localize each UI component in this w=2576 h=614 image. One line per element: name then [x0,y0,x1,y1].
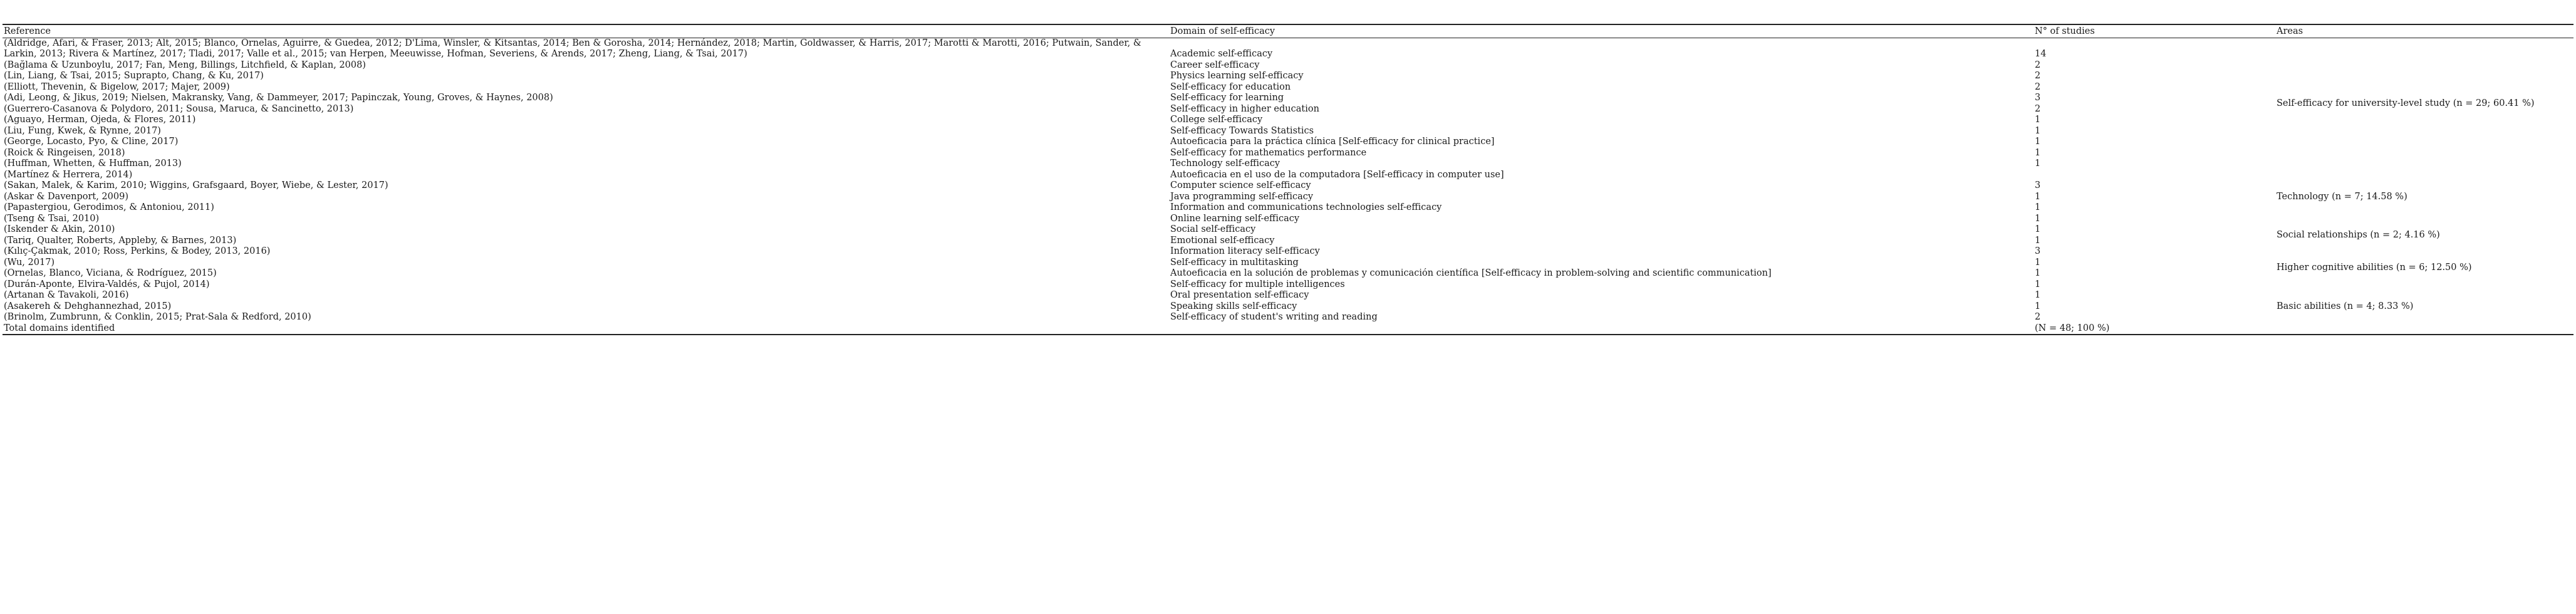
header-studies: N° of studies [2035,26,2095,36]
reference-cell: (Papastergiou, Gerodimos, & Antoniou, 2011) [4,202,214,212]
domain-cell: Self-efficacy in higher education [1170,103,1319,114]
domain-cell: Self-efficacy for education [1170,81,1291,92]
reference-cell: (Asakereh & Dehghannezhad, 2015) [4,301,172,311]
reference-cell: (Huffman, Whetten, & Huffman, 2013) [4,159,182,169]
total-area-cell [2275,323,2573,335]
reference-cell: (Aldridge, Afari, & Fraser, 2013; Alt, 2015; Blanco, Ornelas, Aguirre, & Guedea, 2012; D'Lima, Winsler, & Kitsantas, 2014; Ben & Gorosha, 2014; Hernández, 2018; Martin, Goldwasser, & Harris, 2017; Marotti & Marotti, 2016; Putwain, Sander, & Larkin, 2013; Rivera & Martínez, 2017; Tladi, 2017; Valle et al., 2015; van Herpen, Meeuwisse, Hofman, Severiens, & Arends, 2017; Zheng, Liang, & Tsai, 2017) [4,38,1141,59]
studies-cell: 1 [2035,257,2041,268]
reference-cell: (Ornelas, Blanco, Viciana, & Rodríguez, 2015) [4,268,217,278]
studies-cell: 1 [2035,191,2041,202]
table-row [3,82,2573,93]
table-row [3,159,2573,170]
table-row [3,236,2573,247]
studies-cell: 2 [2035,71,2041,81]
domain-cell: Autoeficacia en el uso de la computadora [Self-efficacy in computer use] [1170,169,1504,180]
reference-cell: (Durán-Aponte, Elvira-Valdés, & Pujol, 2014) [4,279,210,289]
table-row [3,192,2573,203]
self-efficacy-domains-table [3,24,2573,335]
reference-cell: (Bağlama & Uzunboylu, 2017; Fan, Meng, Billings, Litchfield, & Kaplan, 2008) [4,60,366,70]
domain-cell: Career self-efficacy [1170,60,1260,70]
domain-cell: Autoeficacia para la práctica clínica [Self-efficacy for clinical practice] [1170,137,1495,147]
table-row [3,170,2573,181]
header-domain: Domain of self-efficacy [1170,26,1275,36]
table-row [3,180,2573,192]
studies-cell: 14 [2035,49,2047,59]
studies-cell: 2 [2035,103,2041,114]
reference-cell: (Wu, 2017) [4,257,55,268]
table-header-row [3,24,2573,38]
area-cognitive: Higher cognitive abilities (n = 6; 12.50 %) [2277,263,2472,273]
total-domain-cell [1169,323,2033,335]
domain-cell: Emotional self-efficacy [1170,235,1275,246]
studies-cell: 1 [2035,290,2041,300]
domain-cell: Speaking skills self-efficacy [1170,301,1297,311]
studies-cell [2033,170,2275,181]
domain-cell: Oral presentation self-efficacy [1170,290,1309,300]
table-row [3,224,2573,236]
reference-cell: (Liu, Fung, Kwek, & Rynne, 2017) [4,125,161,136]
reference-cell: (Tariq, Qualter, Roberts, Appleby, & Barnes, 2013) [4,235,237,246]
studies-cell: 1 [2035,279,2041,289]
area-university: Self-efficacy for university-level study (n = 29; 60.41 %) [2277,98,2535,108]
domain-cell: Academic self-efficacy [1170,49,1273,59]
domain-cell: Computer science self-efficacy [1170,180,1311,190]
reference-cell: (Guerrero-Casanova & Polydoro, 2011; Sousa, Maruca, & Sancinetto, 2013) [4,103,354,114]
table-row [3,301,2573,313]
reference-cell: (Aguayo, Herman, Ojeda, & Flores, 2011) [4,115,196,125]
studies-cell: 1 [2035,115,2041,125]
studies-cell: 1 [2035,224,2041,234]
studies-cell: 1 [2035,147,2041,158]
table-row [3,38,2573,60]
reference-cell: (Martínez & Herrera, 2014) [4,169,133,180]
total-label: Total domains identified [3,323,1169,335]
table-row [3,246,2573,258]
studies-cell: 2 [2035,60,2041,70]
studies-cell: 3 [2035,246,2041,256]
domain-cell: Autoeficacia en la solución de problemas y comunicación científica [Self-efficacy in problem-solving and scientific communication] [1170,268,1772,278]
studies-cell: 1 [2035,159,2041,169]
table-row [3,279,2573,291]
reference-cell: (Kılıç-Çakmak, 2010; Ross, Perkins, & Bodey, 2013, 2016) [4,246,271,256]
domain-cell: Self-efficacy for mathematics performance [1170,147,1367,158]
domain-cell: Java programming self-efficacy [1170,191,1314,202]
reference-cell: (Roick & Ringeisen, 2018) [4,147,125,158]
table-row [3,268,2573,279]
domain-cell: College self-efficacy [1170,115,1263,125]
table-row [3,137,2573,148]
table-row [3,93,2573,104]
table-row [3,104,2573,115]
table-row [3,115,2573,126]
reference-cell: (Brinolm, Zumbrunn, & Conklin, 2015; Prat-Sala & Redford, 2010) [4,312,311,322]
table-row [3,214,2573,225]
reference-cell: (George, Locasto, Pyo, & Cline, 2017) [4,137,179,147]
header-reference: Reference [4,26,51,36]
studies-cell: 1 [2035,125,2041,136]
studies-cell: 2 [2035,81,2041,92]
reference-cell: (Elliott, Thevenin, & Bigelow, 2017; Majer, 2009) [4,81,230,92]
reference-cell: (Sakan, Malek, & Karim, 2010; Wiggins, Grafsgaard, Boyer, Wiebe, & Lester, 2017) [4,180,388,190]
studies-cell: 1 [2035,202,2041,212]
table-row [3,202,2573,214]
table-row [3,60,2573,71]
reference-cell: (Askar & Davenport, 2009) [4,191,128,202]
domain-cell: Information and communications technologies self-efficacy [1170,202,1442,212]
table-container [3,24,2573,335]
domain-cell: Technology self-efficacy [1170,159,1280,169]
table-row [3,126,2573,137]
studies-cell: 3 [2035,93,2041,103]
domain-cell: Self-efficacy for learning [1170,93,1284,103]
reference-cell: (Tseng & Tsai, 2010) [4,213,100,224]
domain-cell: Self-efficacy of student's writing and reading [1170,312,1378,322]
studies-cell: 1 [2035,213,2041,224]
total-row [3,323,2573,335]
reference-cell: (Artanan & Tavakoli, 2016) [4,290,129,300]
domain-cell: Physics learning self-efficacy [1170,71,1304,81]
reference-cell: (Iskender & Akin, 2010) [4,224,115,234]
area-technology: Technology (n = 7; 14.58 %) [2277,191,2407,202]
domain-cell: Self-efficacy Towards Statistics [1170,125,1314,136]
area-basic: Basic abilities (n = 4; 8.33 %) [2277,301,2414,311]
studies-cell: 1 [2035,268,2041,278]
table-row [3,71,2573,82]
domain-cell: Online learning self-efficacy [1170,213,1300,224]
table-row [3,290,2573,301]
reference-cell: (Lin, Liang, & Tsai, 2015; Suprapto, Chang, & Ku, 2017) [4,71,264,81]
studies-cell: 1 [2035,235,2041,246]
studies-cell: 2 [2035,312,2041,322]
domain-cell: Social self-efficacy [1170,224,1256,234]
domain-cell: Self-efficacy in multitasking [1170,257,1299,268]
header-areas: Areas [2277,26,2303,36]
table-row [3,258,2573,269]
table-row [3,148,2573,159]
studies-cell: 1 [2035,137,2041,147]
domain-cell: Information literacy self-efficacy [1170,246,1320,256]
area-social: Social relationships (n = 2; 4.16 %) [2277,229,2440,240]
reference-cell: (Adi, Leong, & Jikus, 2019; Nielsen, Makransky, Vang, & Dammeyer, 2017; Papinczak, Young, Groves, & Haynes, 2008) [4,93,553,103]
total-value: (N = 48; 100 %) [2033,323,2275,335]
studies-cell: 1 [2035,301,2041,311]
domain-cell: Self-efficacy for multiple intelligences [1170,279,1345,289]
table-row [3,312,2573,323]
studies-cell: 3 [2035,180,2041,190]
